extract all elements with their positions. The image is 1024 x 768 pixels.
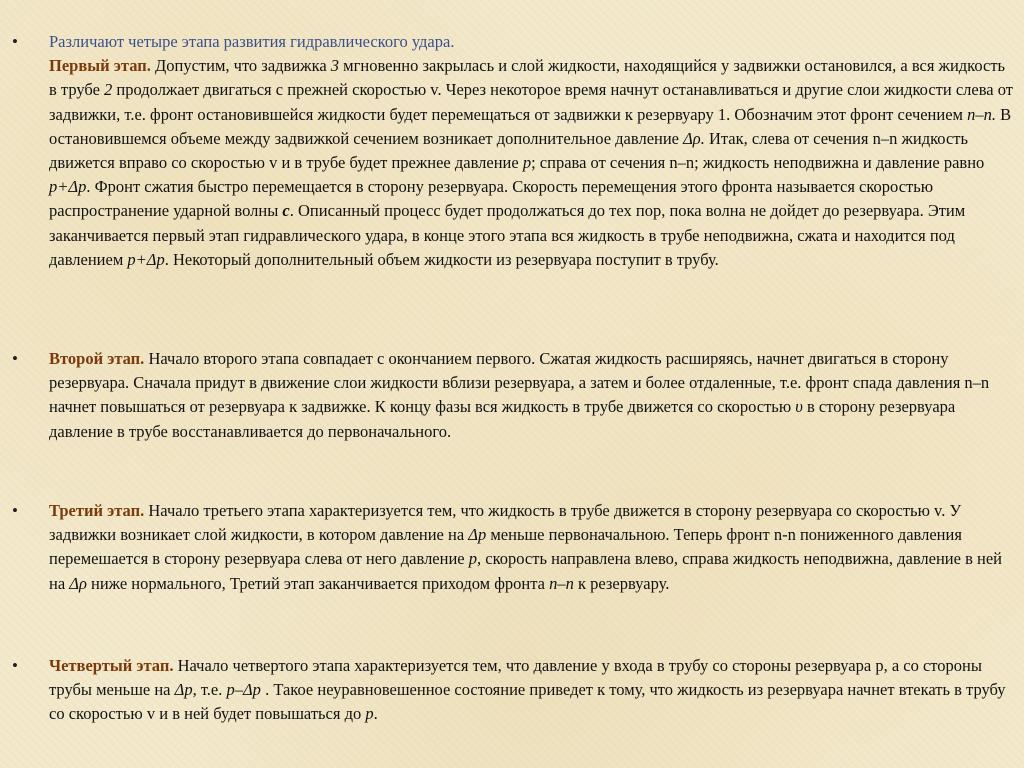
text-run: мгновенно закрылась и слой жидкости, находящийся у задвижки остановился, а вся жидкость в трубе <box>49 56 1006 100</box>
text-run: . Такое неуравновешенное состояние приведет к тому, что жидкость из резервуара начнет втекать в трубу со скоростью v и в ней будет повышаться до <box>49 680 1006 724</box>
italic-run: p–Δp <box>226 680 261 700</box>
bullet-marker: • <box>12 501 18 520</box>
text-run: Начало третьего этапа характеризуется тем, что жидкость в трубе движется в сторону резервуара со скоростью v. У задвижки возникает слой жидкости, в котором давление на <box>49 501 962 545</box>
paragraph-stage-4 <box>49 654 1014 727</box>
intro-text: Различают четыре этапа развития гидравлического удара. <box>49 32 455 51</box>
italic-run: Δp <box>174 680 193 700</box>
italic-run: Δρ. <box>683 128 705 148</box>
text-run: в сторону резервуара давление в трубе восстанавливается до первоначального. <box>49 397 956 441</box>
bullet-marker: • <box>12 656 18 675</box>
text-run: . Некоторый дополнительный объем жидкости из резервуара поступит в трубу. <box>164 249 719 269</box>
stage-4-label: Четвертый этап. <box>49 656 174 675</box>
italic-run: 3 <box>330 56 340 76</box>
paragraph-stage-3 <box>49 499 1014 596</box>
text-run: , скорость направлена влево, справа жидкость неподвижна, давление в ней на <box>49 549 1002 593</box>
italic-run: n–n. <box>967 104 996 124</box>
italic-run: p <box>522 153 532 173</box>
text-run: меньше первоначальною. Теперь фронт n-n пониженного давления перемешается в сторону резервуара слева от него давление <box>49 525 962 569</box>
stage-3-label: Третий этап. <box>49 501 145 520</box>
text-run: Допустим, что задвижка <box>150 56 331 76</box>
italic-run: υ <box>795 397 803 417</box>
italic-run: p <box>365 704 374 724</box>
italic-run: n–n <box>549 573 574 593</box>
text-run: , т.е. <box>192 680 227 700</box>
bullet-marker: • <box>12 32 18 51</box>
text-run: . Описанный процесс будет продолжаться до тех пор, пока волна не дойдет до резервуара. Этим заканчивается первый этап гидравлического удара, в конце этого этапа вся жидкость в трубе неподвижна, сжата и находится под давлением <box>49 201 966 269</box>
text-run: . <box>373 704 378 724</box>
text-run: В остановившемся объеме между задвижкой сечением возникает дополнительное давление <box>49 104 1012 148</box>
italic-run: p <box>468 549 477 569</box>
bold-italic-run: c <box>282 201 290 221</box>
text-run: . Фронт сжатия быстро перемещается в сторону резервуара. Скорость перемещения этого фронта называется скоростью распространение ударной волны <box>49 177 934 221</box>
bullet-marker: • <box>12 349 18 368</box>
text-run: к резервуару. <box>573 573 670 593</box>
text-run: ; справа от сечения n–n; жидкость неподвижна и давление равно <box>531 153 985 173</box>
italic-run: Δp <box>468 525 487 545</box>
stage-2-label: Второй этап. <box>49 349 145 368</box>
italic-run: Δρ <box>69 573 87 593</box>
italic-run: p+Δp <box>127 249 165 269</box>
text-run: Итак, слева от сечения n–n жидкость движется вправо со скоростью v и в трубе будет прежнее давление <box>49 128 969 173</box>
stage-1-label: Первый этап. <box>49 56 151 76</box>
italic-run: 2 <box>104 80 113 100</box>
paragraph-stage-2 <box>49 347 1014 444</box>
italic-run: p+Δp <box>49 177 87 197</box>
paragraph-stage-1 <box>49 30 1014 272</box>
text-run: ниже нормального, Третий этап заканчивается приходом фронта <box>86 573 550 593</box>
text-run: Начало второго этапа совпадает с окончанием первого. Сжатая жидкость расширяясь, начнет двигаться в сторону резервуара. Сначала придут в движение слои жидкости вблизи резервуара, а затем и более отдаленные, т.е. фронт спада давления n–n начнет повышаться от резервуара к задвижке. К концу фазы вся жидкость в трубе движется со скоростью <box>49 349 990 417</box>
text-run: продолжает двигаться с прежней скоростью v. Через некоторое время начнут останавливаться и другие слои жидкости слева от задвижки, т.е. фронт остановившейся жидкости будет перемещаться от задвижки к резервуару 1. Обозначим этот фронт сечением <box>49 80 1013 124</box>
text-run: Начало четвертого этапа характеризуется тем, что давление у входа в трубу со стороны резервуара p, а со стороны трубы меньше на <box>49 656 982 700</box>
